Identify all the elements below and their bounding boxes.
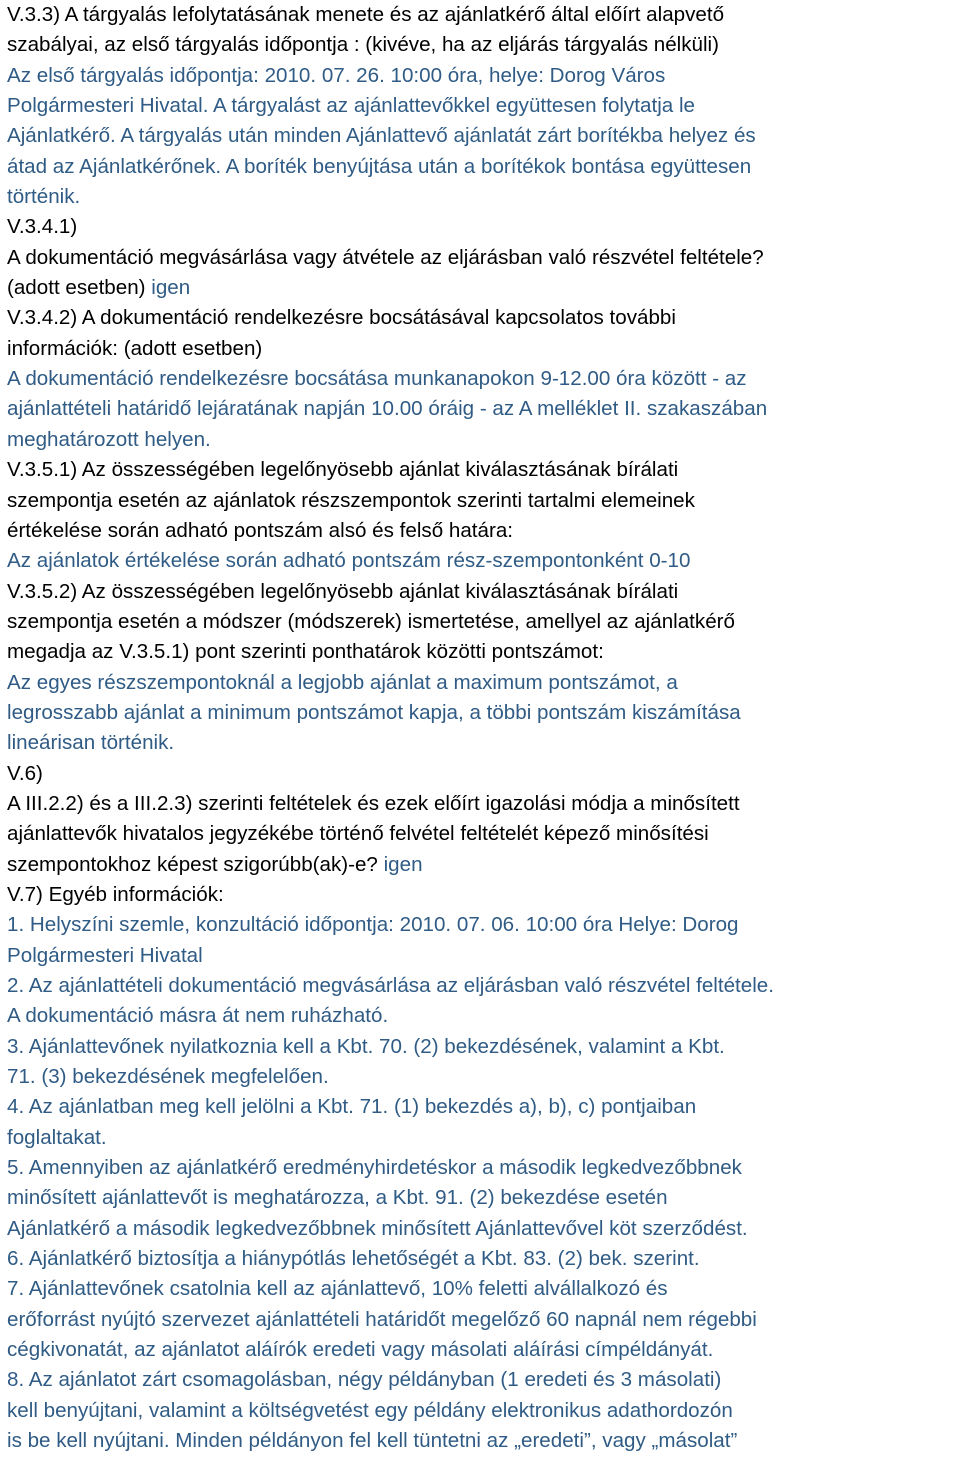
- answer-text: igen: [151, 276, 191, 300]
- text-line: [7, 637, 960, 667]
- answer-text: átad az Ajánlatkérőnek. A boríték benyújtása után a borítékok bontása együttesen: [7, 154, 752, 178]
- answer-text: foglaltakat.: [7, 1125, 107, 1149]
- answer-text: Az ajánlatok értékelése során adható pontszám rész-szempontonként 0-10: [7, 549, 691, 573]
- text-line: [7, 182, 960, 212]
- answer-text: 4. Az ajánlatban meg kell jelölni a Kbt. 71. (1) bekezdés a), b), c) pontjaiban: [7, 1095, 697, 1119]
- text-line: [7, 30, 960, 60]
- text-line: [7, 1335, 960, 1365]
- form-text: V.3.4.1): [7, 215, 78, 239]
- text-line: [7, 668, 960, 698]
- answer-text: Az első tárgyalás időpontja: 2010. 07. 26. 10:00 óra, helye: Dorog Város: [7, 63, 666, 87]
- answer-text: Az egyes részszempontoknál a legjobb ajánlat a maximum pontszámot, a: [7, 670, 678, 694]
- text-line: [7, 1274, 960, 1304]
- form-text: V.3.5.1) Az összességében legelőnyösebb ajánlat kiválasztásának bírálati: [7, 458, 679, 482]
- text-line: [7, 394, 960, 424]
- text-line: [7, 1396, 960, 1426]
- text-line: [7, 1153, 960, 1183]
- answer-text: Polgármesteri Hivatal. A tárgyalást az ajánlattevőkkel együttesen folytatja le: [7, 94, 695, 118]
- text-line: [7, 212, 960, 242]
- text-line: [7, 910, 960, 940]
- text-line: [7, 789, 960, 819]
- answer-text: 1. Helyszíni szemle, konzultáció időpontja: 2010. 07. 06. 10:00 óra Helye: Dorog: [7, 913, 739, 937]
- text-line: [7, 121, 960, 151]
- form-text: V.3.5.2) Az összességében legelőnyösebb ajánlat kiválasztásának bírálati: [7, 579, 679, 603]
- form-text: V.3.3) A tárgyalás lefolytatásának menete és az ajánlatkérő által előírt alapvető: [7, 3, 725, 26]
- answer-text: 6. Ajánlatkérő biztosítja a hiánypótlás lehetőségét a Kbt. 83. (2) bek. szerint.: [7, 1247, 700, 1271]
- answer-text: 2. Az ajánlattételi dokumentáció megvásárlása az eljárásban való részvétel feltétele.: [7, 974, 774, 997]
- text-line: [7, 425, 960, 455]
- text-line: [7, 1426, 960, 1456]
- text-line: [7, 728, 960, 758]
- text-line: [7, 850, 960, 880]
- answer-text: A dokumentáció rendelkezésre bocsátása munkanapokon 9-12.00 óra között - az: [7, 367, 747, 391]
- text-line: [7, 273, 960, 303]
- text-line: [7, 1092, 960, 1122]
- answer-text: meghatározott helyen.: [7, 427, 211, 451]
- answer-text: A dokumentáció másra át nem ruházható.: [7, 1004, 389, 1028]
- form-text: V.6): [7, 761, 43, 785]
- answer-text: cégkivonatát, az ajánlatot aláírók eredeti vagy másolati aláírási címpéldányát.: [7, 1338, 714, 1362]
- answer-text: erőforrást nyújtó szervezet ajánlattételi határidőt megelőző 60 napnál nem régebbi: [7, 1307, 757, 1331]
- text-line: [7, 698, 960, 728]
- text-line: [7, 303, 960, 333]
- form-text: információk: (adott esetben): [7, 336, 263, 360]
- text-line: [7, 243, 960, 273]
- text-line: [7, 759, 960, 789]
- answer-text: legrosszabb ajánlat a minimum pontszámot kapja, a többi pontszám kiszámítása: [7, 700, 741, 724]
- form-text: szempontokhoz képest szigorúbb(ak)-e?: [7, 852, 384, 876]
- answer-text: Ajánlatkérő a második legkedvezőbbnek minősített Ajánlattevővel köt szerződést.: [7, 1216, 748, 1240]
- text-line: [7, 91, 960, 121]
- text-line: [7, 1032, 960, 1062]
- answer-text: ajánlattételi határidő lejáratának napján 10.00 óráig - az A melléklet II. szakaszában: [7, 397, 768, 421]
- form-text: szabályai, az első tárgyalás időpontja : (kivéve, ha az eljárás tárgyalás nélküli): [7, 33, 719, 57]
- answer-text: történik.: [7, 185, 81, 209]
- form-text: A dokumentáció megvásárlása vagy átvétele az eljárásban való részvétel feltétele?: [7, 245, 764, 269]
- text-line: [7, 880, 960, 910]
- form-text: V.7) Egyéb információk:: [7, 882, 224, 906]
- answer-text: lineárisan történik.: [7, 731, 175, 755]
- text-line: [7, 486, 960, 516]
- text-line: [7, 516, 960, 546]
- text-line: [7, 1305, 960, 1335]
- answer-text: igen: [383, 852, 423, 876]
- text-line: [7, 1365, 960, 1395]
- text-line: [7, 971, 960, 1001]
- form-text: szempontja esetén a módszer (módszerek) ismertetése, amellyel az ajánlatkérő: [7, 609, 735, 633]
- answer-text: is be kell nyújtani. Minden példányon fel kell tüntetni az „eredeti”, vagy „másolat”: [7, 1429, 738, 1453]
- text-line: [7, 455, 960, 485]
- form-text: (adott esetben): [7, 276, 152, 300]
- text-line: [7, 546, 960, 576]
- answer-text: Polgármesteri Hivatal: [7, 943, 203, 967]
- answer-text: kell benyújtani, valamint a költségvetést egy példány elektronikus adathordozón: [7, 1398, 733, 1422]
- text-line: [7, 334, 960, 364]
- answer-text: 8. Az ajánlatot zárt csomagolásban, négy példányban (1 eredeti és 3 másolati): [7, 1368, 722, 1392]
- form-text: értékelése során adható pontszám alsó és felső határa:: [7, 518, 513, 542]
- answer-text: 71. (3) bekezdésének megfelelően.: [7, 1065, 329, 1089]
- text-line: [7, 607, 960, 637]
- answer-text: 3. Ajánlattevőnek nyilatkoznia kell a Kbt. 70. (2) bekezdésének, valamint a Kbt.: [7, 1034, 725, 1058]
- answer-text: Ajánlatkérő. A tárgyalás után minden Ajánlattevő ajánlatát zárt borítékba helyez és: [7, 124, 756, 148]
- form-text: szempontja esetén az ajánlatok részszempontok szerinti tartalmi elemeinek: [7, 488, 695, 512]
- text-line: [7, 1062, 960, 1092]
- text-line: [7, 1183, 960, 1213]
- text-line: [7, 577, 960, 607]
- text-line: [7, 1123, 960, 1153]
- text-line: [7, 364, 960, 394]
- answer-text: 5. Amennyiben az ajánlatkérő eredményhirdetéskor a második legkedvezőbbnek: [7, 1156, 742, 1180]
- answer-text: minősített ajánlattevőt is meghatározza, a Kbt. 91. (2) bekezdése esetén: [7, 1186, 668, 1210]
- text-line: [7, 941, 960, 971]
- form-text: V.3.4.2) A dokumentáció rendelkezésre bocsátásával kapcsolatos további: [7, 306, 676, 330]
- form-text: A III.2.2) és a III.2.3) szerinti feltételek és ezek előírt igazolási módja a minősített: [7, 791, 740, 815]
- text-line: [7, 1214, 960, 1244]
- text-line: [7, 1244, 960, 1274]
- answer-text: 7. Ajánlattevőnek csatolnia kell az ajánlattevő, 10% feletti alvállalkozó és: [7, 1277, 668, 1301]
- text-line: [7, 61, 960, 91]
- text-line: [7, 152, 960, 182]
- text-line: [7, 819, 960, 849]
- text-line: [7, 0, 960, 30]
- form-text: ajánlattevők hivatalos jegyzékébe történő felvétel feltételét képező minősítési: [7, 822, 709, 846]
- form-text: megadja az V.3.5.1) pont szerinti ponthatárok közötti pontszámot:: [7, 640, 604, 664]
- text-line: [7, 1001, 960, 1031]
